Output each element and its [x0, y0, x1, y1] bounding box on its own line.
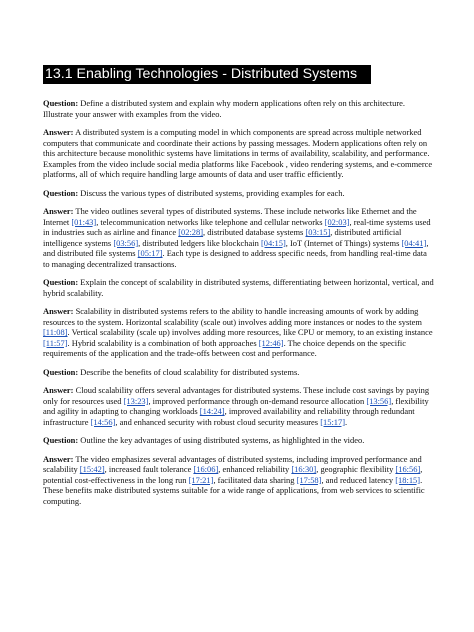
text-segment: , and reduced latency: [321, 474, 396, 485]
timestamp-link[interactable]: [04:15]: [260, 237, 286, 248]
text-segment: , telecommunication networks like telephone and cellular networks: [96, 216, 325, 227]
text-segment: . The choice depends on the specific requirements of the application and the trade-offs between cost and performance.: [43, 337, 406, 358]
text-segment: . Vertical scalability (scale up) involves adding more resources, like CPU or memory, to an existing instance: [67, 327, 433, 337]
timestamp-link[interactable]: [16:06]: [193, 464, 219, 474]
answer-paragraph: [43, 206, 435, 269]
answer-paragraph: [43, 306, 435, 359]
timestamp-link[interactable]: [03:15]: [305, 227, 331, 237]
answer-label: Answer:: [43, 127, 74, 137]
answer-label: Answer:: [43, 206, 74, 216]
timestamp-link[interactable]: [17:58]: [296, 474, 322, 485]
text-segment: , IoT (Internet of Things) systems: [285, 237, 402, 248]
text-segment: , increased fault tolerance: [104, 464, 194, 474]
timestamp-link[interactable]: [03:56]: [113, 237, 139, 248]
text-segment: , distributed database systems: [203, 227, 306, 237]
timestamp-link[interactable]: [11:57]: [43, 337, 68, 348]
answer-label: Answer:: [43, 453, 74, 464]
text-segment: , distributed artificial intelligence systems: [43, 227, 402, 248]
timestamp-link[interactable]: [05:17]: [137, 248, 163, 258]
timestamp-link[interactable]: [16:30]: [291, 464, 317, 474]
text-segment: Explain the concept of scalability in distributed systems, differentiating between horizontal, vertical, and hybrid scalability.: [43, 277, 434, 298]
text-segment: . These benefits make distributed systems suitable for a wide range of applications, from web services to scientific computing.: [43, 474, 425, 506]
text-segment: , enhanced reliability: [218, 464, 292, 474]
text-segment: , potential cost-effectiveness in the long run: [43, 464, 423, 485]
qa-content: [43, 98, 435, 514]
question-label: Question:: [43, 98, 79, 108]
text-segment: , improved availability and reliability through redundant infrastructure: [43, 406, 415, 427]
question-label: Question:: [43, 187, 79, 198]
timestamp-link[interactable]: [04:41]: [401, 237, 427, 248]
question-label: Question:: [43, 366, 79, 377]
timestamp-link[interactable]: [01:43]: [71, 216, 97, 227]
timestamp-link[interactable]: [12:46]: [258, 337, 284, 348]
answer-paragraph: [43, 385, 435, 427]
timestamp-link[interactable]: [14:24]: [199, 406, 225, 416]
answer-label: Answer:: [43, 306, 74, 316]
answer-paragraph: [43, 127, 435, 180]
question-paragraph: [43, 98, 435, 119]
text-segment: , real-time systems used in industries such as airline and finance: [43, 216, 431, 237]
text-segment: , flexibility and agility in adapting to changing workloads: [43, 395, 429, 416]
text-segment: A distributed system is a computing model in which components are spread across multiple networked computers that communicate and coordinate their actions by passing messages. Modern applications often rely on this architecture because monolithic systems have limitations in terms of availability, scalability, and performance. Examples from the video include social media platforms like Facebook , video rendering systems, and e-commerce platforms, all of which require handling large amounts of data and user traffic efficiently.: [43, 127, 433, 179]
answer-paragraph: [43, 454, 435, 507]
text-segment: . Hybrid scalability is a combination of both approaches: [67, 337, 259, 348]
text-segment: , improved performance through on-demand resource allocation: [148, 395, 367, 406]
text-segment: The video emphasizes several advantages of distributed systems, including improved performance and scalability: [43, 453, 422, 474]
timestamp-link[interactable]: [02:03]: [324, 216, 350, 227]
text-segment: , facilitated data sharing: [213, 474, 297, 485]
text-segment: , and enhanced security with robust cloud security measures: [115, 416, 321, 427]
page-title: 13.1 Enabling Technologies - Distributed Systems: [43, 65, 371, 84]
question-label: Question:: [43, 435, 79, 445]
question-paragraph: [43, 277, 435, 298]
timestamp-link[interactable]: [11:08]: [43, 327, 68, 337]
text-segment: Discuss the various types of distributed systems, providing examples for each.: [78, 187, 345, 198]
timestamp-link[interactable]: [13:56]: [366, 395, 392, 406]
text-segment: . Each type is designed to address specific needs, from handling real-time data to managing decentralized transactions.: [43, 248, 427, 269]
text-segment: Cloud scalability offers several advantages for distributed systems. These include cost savings by paying only for resources used: [43, 385, 430, 406]
timestamp-link[interactable]: [18:15]: [395, 474, 421, 485]
text-segment: The video outlines several types of distributed systems. These include networks like Ethernet and the Internet: [43, 206, 417, 227]
text-segment: , distributed ledgers like blockchain: [138, 237, 261, 248]
timestamp-link[interactable]: [14:56]: [90, 416, 116, 427]
text-segment: Define a distributed system and explain why modern applications often rely on this architecture. Illustrate your answer with examples from the video.: [43, 98, 406, 119]
question-paragraph: [43, 367, 435, 378]
text-segment: Describe the benefits of cloud scalability for distributed systems.: [78, 366, 300, 377]
text-segment: , and distributed file systems: [43, 237, 429, 258]
timestamp-link[interactable]: [15:42]: [79, 464, 105, 474]
answer-label: Answer:: [43, 385, 74, 395]
timestamp-link[interactable]: [15:17]: [320, 416, 346, 427]
text-segment: Outline the key advantages of using distributed systems, as highlighted in the video.: [78, 435, 365, 445]
timestamp-link[interactable]: [17:21]: [188, 474, 214, 485]
text-segment: .: [345, 416, 348, 427]
question-paragraph: [43, 188, 435, 199]
text-segment: , geographic flexibility: [316, 464, 396, 474]
timestamp-link[interactable]: [02:28]: [178, 227, 204, 237]
timestamp-link[interactable]: [13:23]: [123, 395, 149, 406]
question-label: Question:: [43, 277, 79, 287]
question-paragraph: [43, 435, 435, 446]
text-segment: Scalability in distributed systems refers to the ability to handle increasing amounts of work by adding resources to the system. Horizontal scalability (scale out) involves adding more instances or nodes to the system: [43, 306, 422, 327]
timestamp-link[interactable]: [16:56]: [395, 464, 421, 474]
